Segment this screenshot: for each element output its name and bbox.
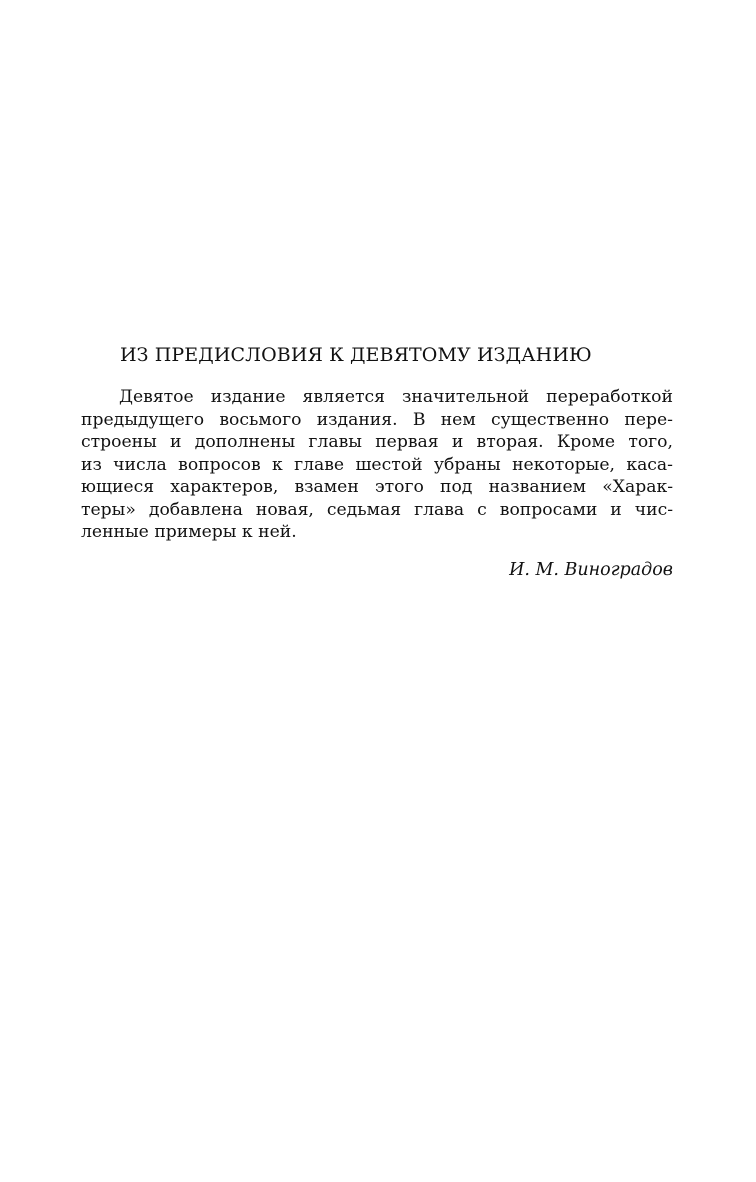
- paragraph-line: предыдущего восьмого издания. В нем существенно пере-: [81, 409, 673, 430]
- paragraph-line: Девятое издание является значительной переработкой: [119, 387, 673, 407]
- paragraph-line: из числа вопросов к главе шестой убраны некоторые, каса-: [81, 454, 673, 475]
- preface-heading: ИЗ ПРЕДИСЛОВИЯ К ДЕВЯТОМУ ИЗДАНИЮ: [120, 344, 592, 366]
- paragraph-line: ющиеся характеров, взамен этого под названием «Харак-: [81, 477, 673, 497]
- preface-paragraph: [81, 386, 673, 544]
- paragraph-line: строены и дополнены главы первая и вторая. Кроме того,: [81, 432, 673, 452]
- author-signature: И. М. Виноградов: [509, 560, 673, 580]
- paragraph-line: теры» добавлена новая, седьмая глава с вопросами и чис-: [81, 499, 673, 520]
- paragraph-line: ленные примеры к ней.: [81, 522, 297, 542]
